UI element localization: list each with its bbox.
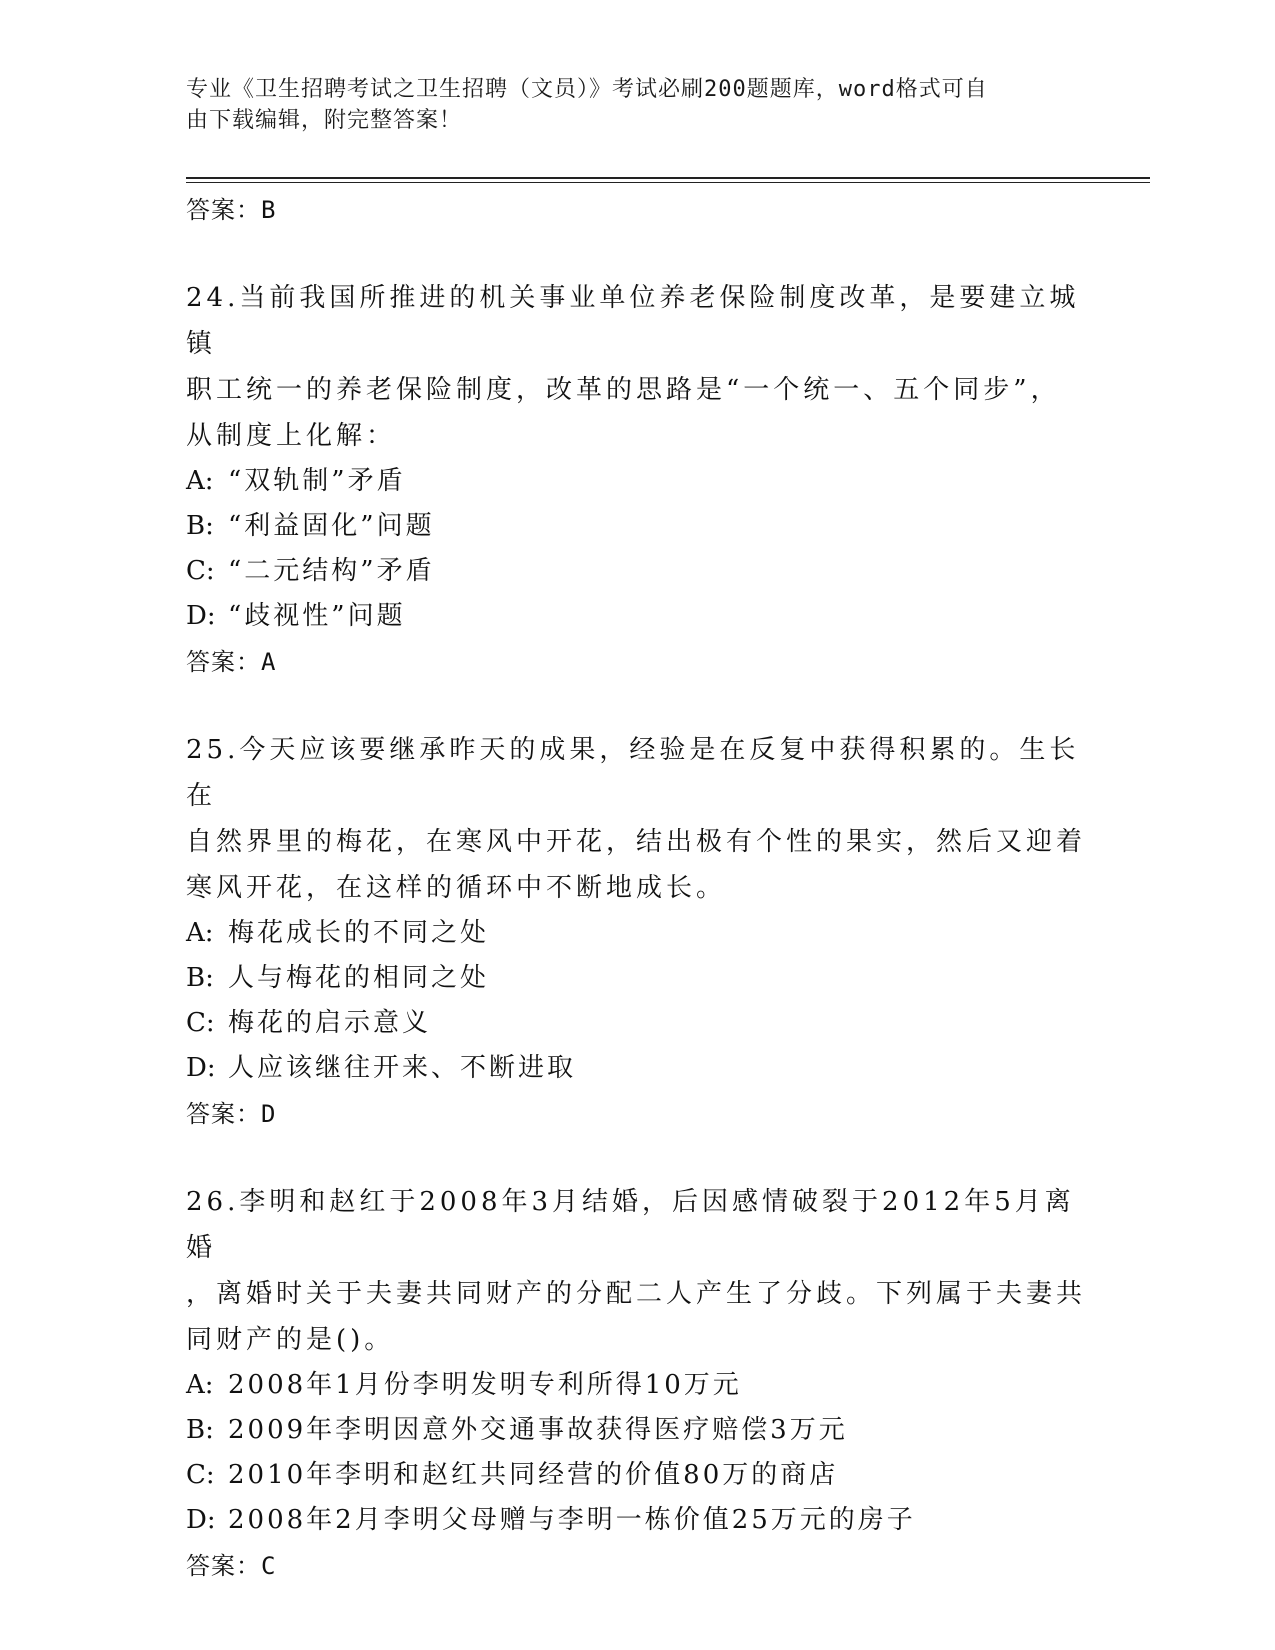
option-text: 梅花的启示意义	[228, 1008, 432, 1038]
document-header	[186, 74, 1066, 136]
option-key: B:	[186, 511, 214, 541]
option-text: “二元结构”矛盾	[228, 556, 435, 586]
question-stem-line: 寒风开花，在这样的循环中不断地成长。	[186, 873, 727, 903]
option-c	[186, 1001, 1086, 1046]
question-25	[186, 727, 1086, 1137]
option-key: B:	[186, 1415, 214, 1445]
previous-answer: 答案：B	[186, 196, 277, 224]
option-key: C:	[186, 1460, 215, 1490]
header-divider-thick	[186, 177, 1150, 179]
option-c	[186, 1453, 1086, 1498]
option-text: 人应该继往开来、不断进取	[228, 1053, 577, 1083]
question-stem-line: 同财产的是()。	[186, 1325, 395, 1355]
question-stem-line: 从制度上化解：	[186, 421, 397, 451]
answer-line: 答案：C	[186, 1552, 277, 1580]
option-key: D:	[186, 601, 216, 631]
answer-line: 答案：A	[186, 648, 277, 676]
option-key: D:	[186, 1505, 216, 1535]
option-d	[186, 594, 1086, 639]
option-text: “双轨制”矛盾	[228, 466, 406, 496]
question-list	[186, 187, 1086, 1589]
answer-line: 答案：D	[186, 1100, 277, 1128]
question-stem-line: 24.当前我国所推进的机关事业单位养老保险制度改革，是要建立城镇	[186, 283, 1080, 359]
option-key: A:	[186, 918, 214, 948]
header-divider-thin	[186, 182, 1150, 183]
question-26	[186, 1179, 1086, 1589]
option-key: A:	[186, 1370, 214, 1400]
option-key: B:	[186, 963, 214, 993]
option-b	[186, 956, 1086, 1001]
question-stem-line: 25.今天应该要继承昨天的成果，经验是在反复中获得积累的。生长在	[186, 735, 1080, 811]
option-key: D:	[186, 1053, 216, 1083]
option-a	[186, 1363, 1086, 1408]
option-d	[186, 1046, 1086, 1091]
header-line-2: 由下载编辑，附完整答案！	[186, 108, 463, 133]
option-key: C:	[186, 556, 215, 586]
question-stem-line: 职工统一的养老保险制度，改革的思路是“一个统一、五个同步”，	[186, 375, 1061, 405]
option-text: 2009年李明因意外交通事故获得医疗赔偿3万元	[228, 1415, 848, 1445]
header-line-1: 专业《卫生招聘考试之卫生招聘（文员）》考试必刷200题题库，word格式可自	[186, 77, 988, 102]
option-text: 2008年2月李明父母赠与李明一栋价值25万元的房子	[228, 1505, 916, 1535]
option-a	[186, 459, 1086, 504]
question-24	[186, 275, 1086, 685]
option-key: C:	[186, 1008, 215, 1038]
option-key: A:	[186, 466, 214, 496]
option-text: “利益固化”问题	[228, 511, 435, 541]
option-d	[186, 1498, 1086, 1543]
question-stem-line: 自然界里的梅花，在寒风中开花，结出极有个性的果实，然后又迎着	[186, 827, 1087, 857]
option-text: 2008年1月份李明发明专利所得10万元	[228, 1370, 742, 1400]
question-stem-line: 26.李明和赵红于2008年3月结婚，后因感情破裂于2012年5月离婚	[186, 1187, 1075, 1263]
option-text: 人与梅花的相同之处	[228, 963, 490, 993]
question-stem-line: ，离婚时关于夫妻共同财产的分配二人产生了分歧。下列属于夫妻共	[186, 1279, 1087, 1309]
option-b	[186, 1408, 1086, 1453]
option-text: 2010年李明和赵红共同经营的价值80万的商店	[228, 1460, 839, 1490]
option-c	[186, 549, 1086, 594]
option-text: “歧视性”问题	[228, 601, 406, 631]
option-text: 梅花成长的不同之处	[228, 918, 490, 948]
option-b	[186, 504, 1086, 549]
option-a	[186, 911, 1086, 956]
